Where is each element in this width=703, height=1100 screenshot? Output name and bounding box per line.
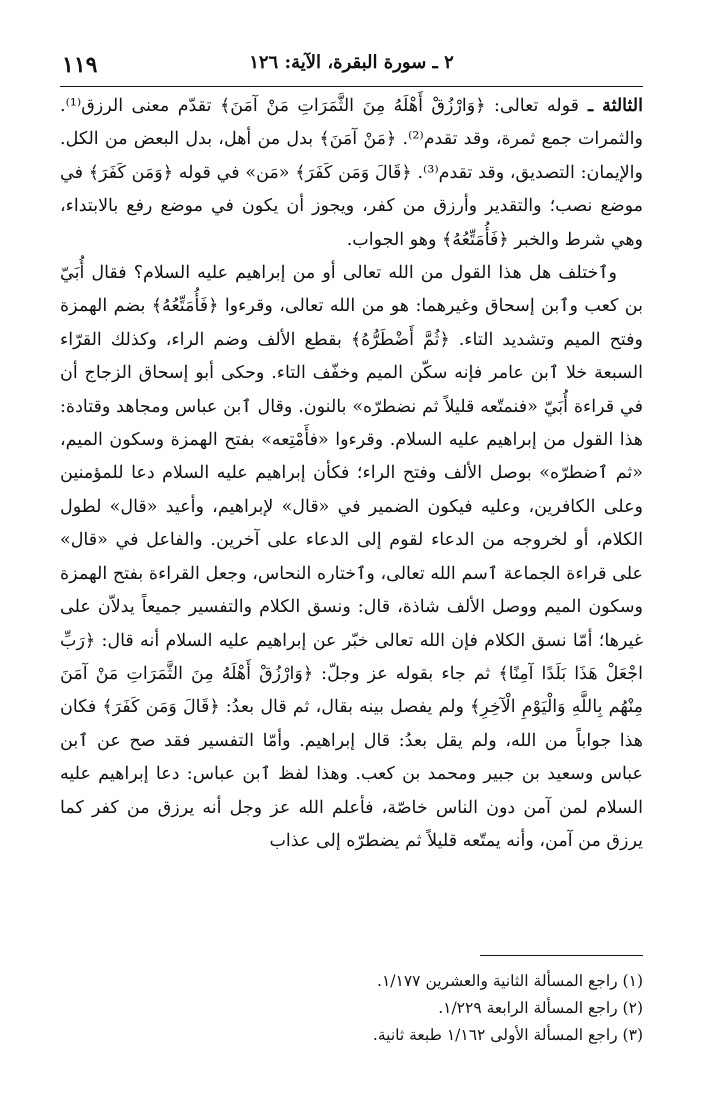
page-number: ١١٩ <box>62 52 98 78</box>
section-lead: الثالثة ـ <box>579 96 643 116</box>
footnote-separator <box>480 955 643 956</box>
footnotes <box>60 968 643 1049</box>
running-title: ٢ ـ سورة البقرة، الآية: ١٢٦ <box>249 52 454 73</box>
footnote: (١) راجع المسألة الثانية والعشرين ١/١٧٧. <box>377 972 643 990</box>
paragraph <box>60 257 643 858</box>
footnote: (٣) راجع المسألة الأولى ١/١٦٢ طبعة ثانية. <box>372 1026 643 1044</box>
paragraph-text: وٱختلف هل هذا القول من الله تعالى أو من إبراهيم عليه السلام؟ فقال أُبَيّ بن كعب وٱبن إسحاق وغيرهما: هو من الله تعالى، وقرءوا ﴿فَأُمَتِّعُهُ﴾ بضم الهمزة وفتح الميم وتشديد التاء. ﴿ثُمَّ أَضْطَرُّهُ﴾ بقطع الألف وضم الراء، وكذلك القرّاء السبعة خلا ٱبن عامر فإنه سكّن الميم وخفّف التاء. وحكى أبو إسحاق الزجاج أن في قراءة أُبَيّ «فنمتّعه قليلاً ثم نضطرّه» بالنون. وقال ٱبن عباس ومجاهد وقتادة: هذا القول من إبراهيم عليه السلام. وقرءوا «فأَمْتِعه» بفتح الهمزة وسكون الميم، «ثم ٱضطرّه» بوصل الألف وفتح الراء؛ فكأن إبراهيم عليه السلام دعا للمؤمنين وعلى الكافرين، وعليه فيكون الضمير في «قال» لإبراهيم، وأعيد «قال» لطول الكلام، أو لخروجه من الدعاء لقوم إلى الدعاء على آخرين. والفاعل في «قال» على قراءة الجماعة ٱسم الله تعالى، وٱختاره النحاس، وجعل القراءة بفتح الهمزة وسكون الميم ووصل الألف شاذة، قال: ونسق الكلام والتفسير جميعاً يدلاّن على غيرها؛ أمّا نسق الكلام فإن الله تعالى خبّر عن إبراهيم عليه السلام أنه قال: ﴿رَبِّ اجْعَلْ هَذَا بَلَدًا آمِنًا﴾ ثم جاء بقوله عز وجلّ: ﴿وَارْزُقْ أَهْلَهُ مِنَ الثَّمَرَاتِ مَنْ آمَنَ مِنْهُم بِاللَّهِ وَالْيَوْمِ الْآخِرِ﴾ ولم يفصل بينه بقال، ثم قال بعدُ: ﴿قَالَ وَمَن كَفَرَ﴾ فكان هذا جواباً من الله، ولم يقل بعدُ: قال إبراهيم. وأمّا التفسير فقد صح عن ٱبن عباس وسعيد بن جبير ومحمد بن كعب. وهذا لفظ ٱبن عباس: دعا إبراهيم عليه السلام لمن آمن دون الناس خاصّة، فأعلم الله عز وجل أنه يرزق من كفر كما يرزق من آمن، وأنه يمتّعه قليلاً ثم يضطرّه إلى عذاب <box>60 263 644 851</box>
paragraph <box>60 90 643 257</box>
paragraph-text: قوله تعالى: ﴿وَارْزُقْ أَهْلَهُ مِنَ الثَّمَرَاتِ مَنْ آمَنَ﴾ تقدّم معنى الرزق⁽¹⁾. والثمرات جمع ثمرة، وقد تقدم⁽²⁾. ﴿مَنْ آمَنَ﴾ بدل من أهل، بدل البعض من الكل. والإيمان: التصديق، وقد تقدم⁽³⁾. ﴿قَالَ وَمَن كَفَرَ﴾ «مَن» في قوله ﴿وَمَن كَفَرَ﴾ في موضع نصب؛ والتقدير وأرزق من كفر، ويجوز أن يكون في موضع رفع بالابتداء، وهي شرط والخبر ﴿فَأُمَتِّعُهُ﴾ وهو الجواب. <box>60 96 643 250</box>
page-header <box>60 44 643 87</box>
footnote: (٢) راجع المسألة الرابعة ١/٢٢٩. <box>438 999 643 1017</box>
main-text <box>60 90 643 858</box>
